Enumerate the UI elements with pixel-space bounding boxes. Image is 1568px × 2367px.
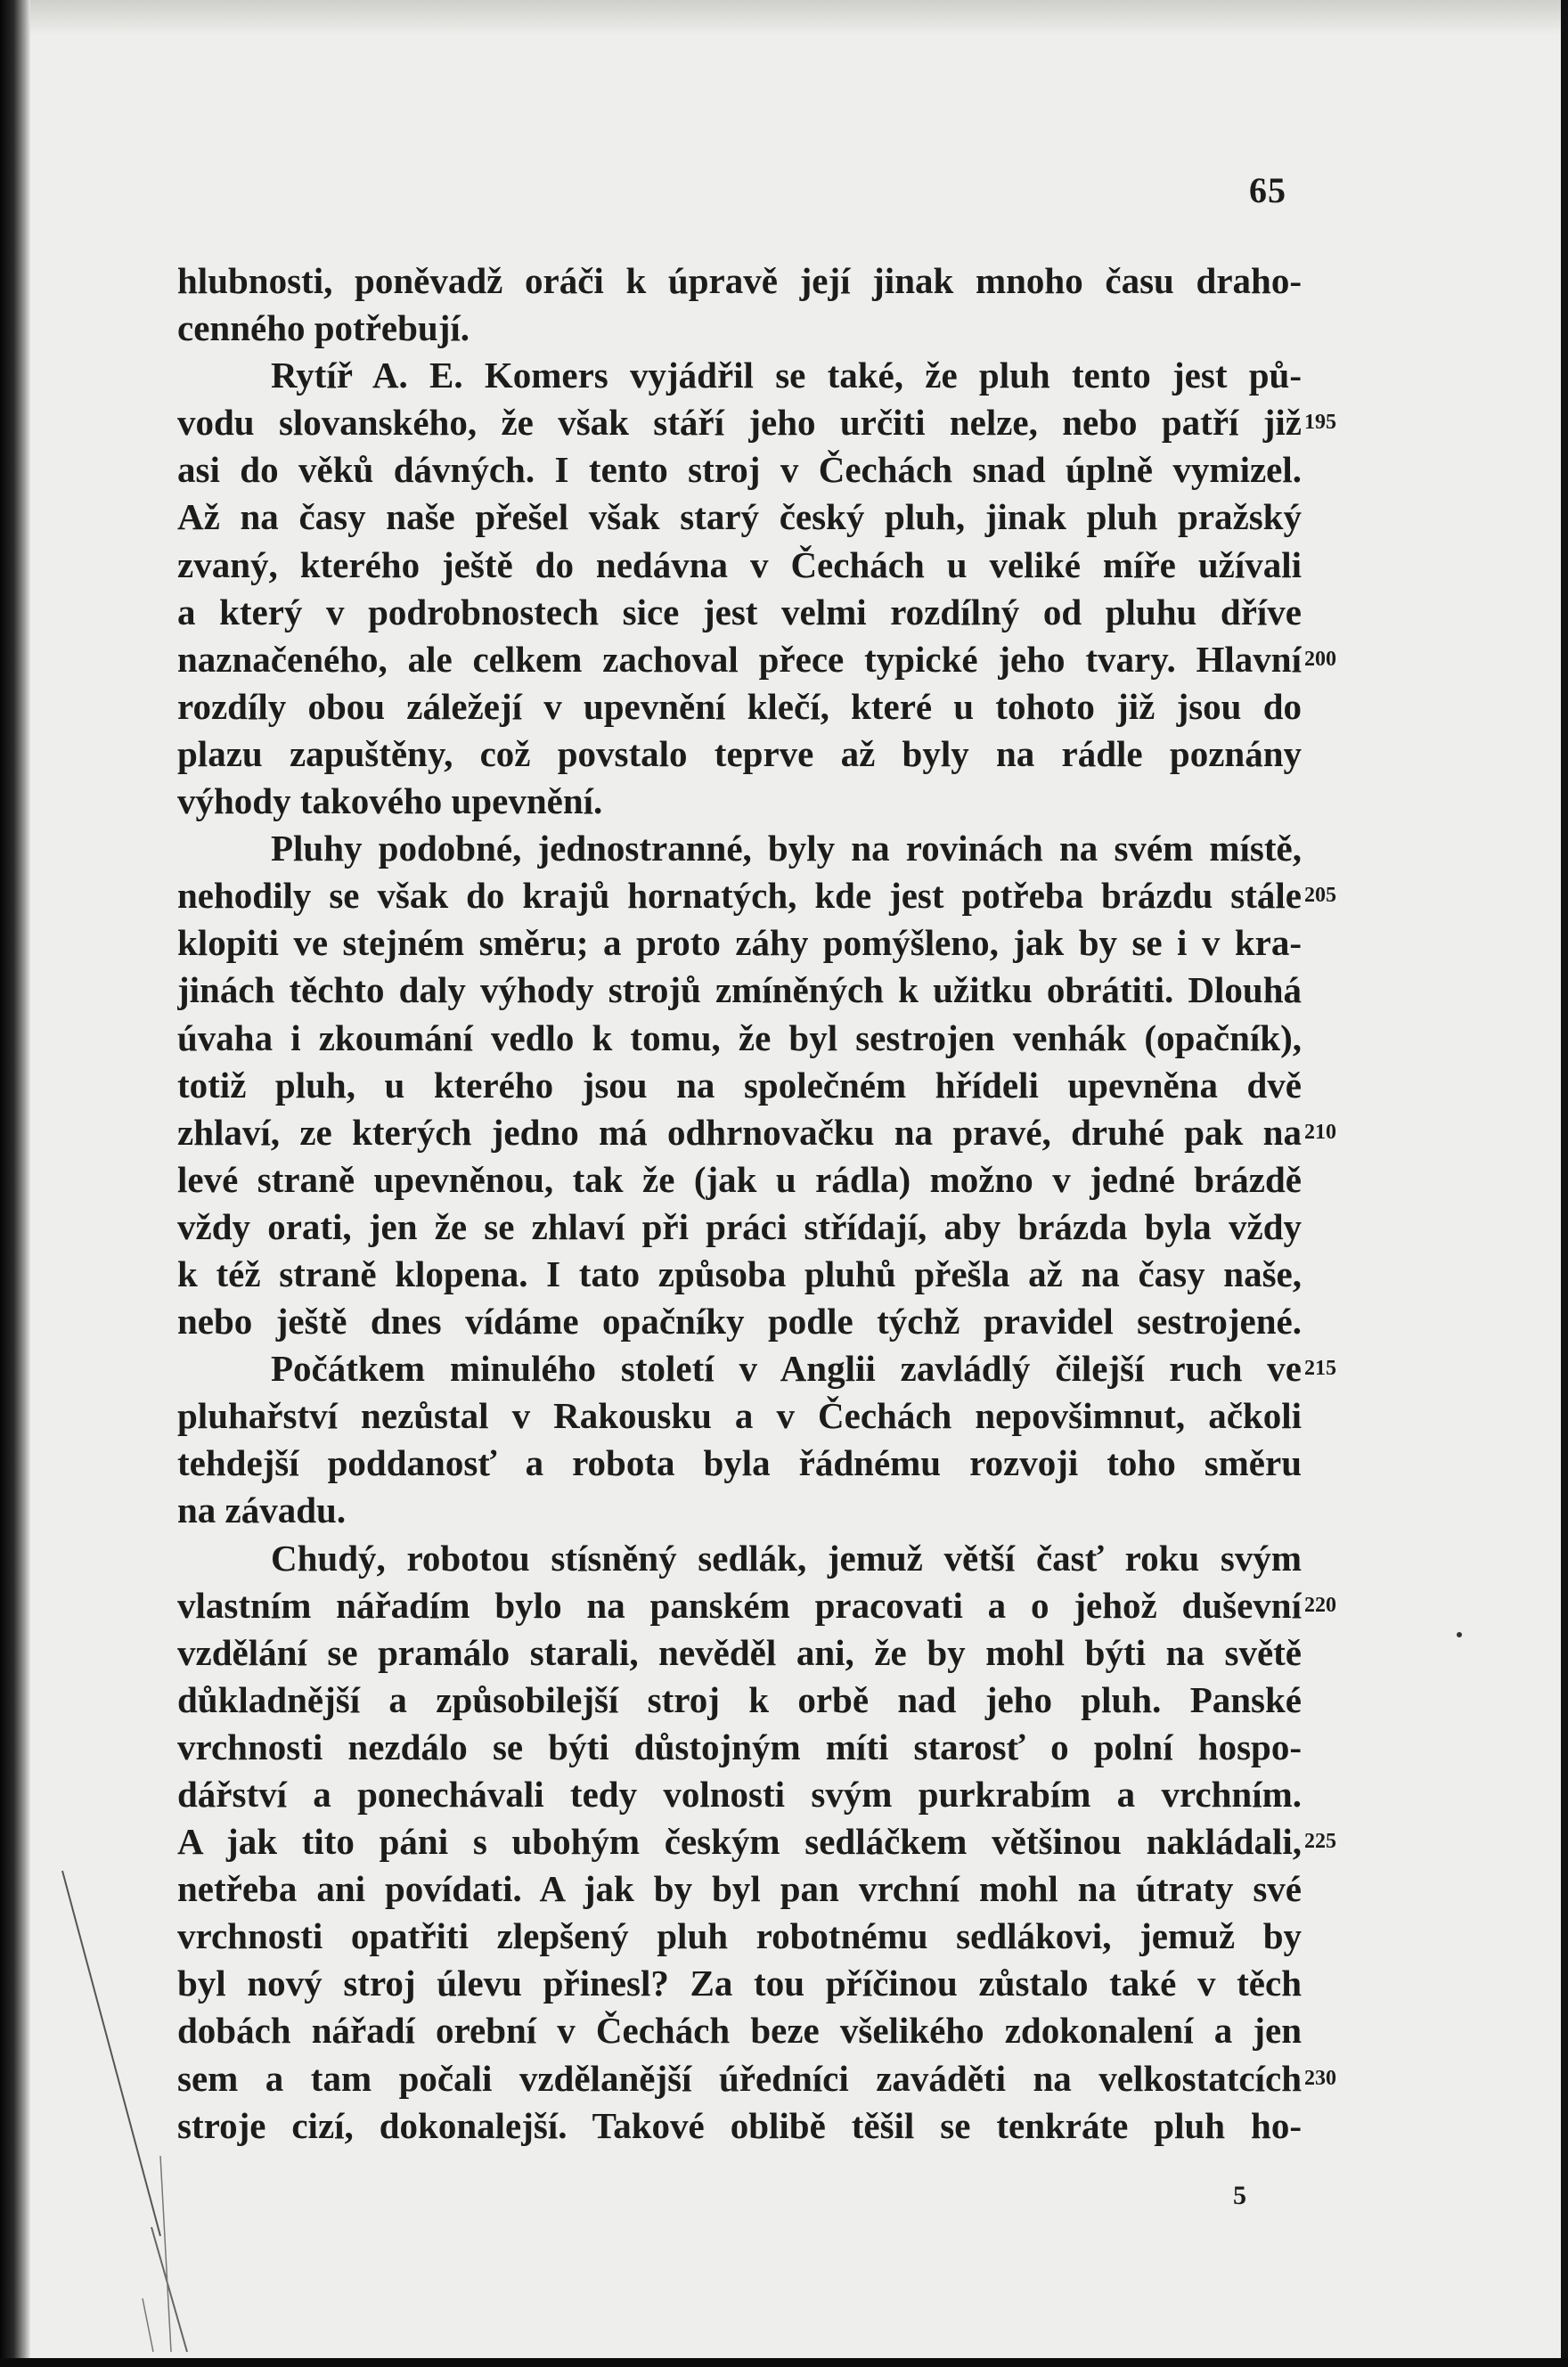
- text-line: [177, 1015, 1302, 1062]
- scan-speck: [1457, 1632, 1462, 1637]
- text-line: [177, 1345, 1336, 1392]
- line-number-margin: 215: [1304, 1357, 1336, 1381]
- text-line: [177, 1062, 1302, 1109]
- text-line: [177, 919, 1302, 967]
- text-line-content: Až na časy naše přešel však starý český pluh, jinak pluh pražský: [177, 496, 1302, 538]
- text-line-content: vždy orati, jen že se zhlaví při práci střídají, aby brázda byla vždy: [177, 1205, 1302, 1247]
- text-line: [177, 1724, 1302, 1771]
- text-line-content: a který v podrobnostech sice jest velmi rozdílný od pluhu dříve: [177, 591, 1302, 633]
- text-line: [177, 1865, 1302, 1913]
- text-line: [177, 636, 1336, 683]
- text-line-content: vzdělání se pramálo starali, nevěděl ani, že by mohl býti na světě: [177, 1631, 1302, 1673]
- text-line: [177, 1392, 1302, 1440]
- text-line: [177, 1818, 1336, 1865]
- line-number-margin: 200: [1304, 647, 1336, 671]
- text-line-content: A jak tito páni s ubohým českým sedláčkem většinou nakládali,: [177, 1821, 1302, 1863]
- scan-scratch-marks: [53, 1853, 214, 2352]
- text-line: [177, 1582, 1336, 1629]
- line-number-margin: 210: [1304, 1120, 1336, 1144]
- text-line: [177, 494, 1302, 541]
- text-line: [177, 1960, 1302, 2007]
- text-line-content: vlastním nářadím bylo na panském pracovati a o jehož duševní: [177, 1584, 1302, 1626]
- line-number-margin: 220: [1304, 1593, 1336, 1617]
- text-line: [177, 1487, 1302, 1534]
- text-line: [177, 1109, 1336, 1156]
- text-line: [177, 825, 1302, 872]
- text-line: [177, 305, 1302, 352]
- line-number-margin: 230: [1304, 2066, 1336, 2090]
- text-line: [177, 1156, 1302, 1204]
- line-number-margin: 205: [1304, 884, 1336, 908]
- text-line: [177, 2055, 1336, 2102]
- text-line-content: zhlaví, ze kterých jedno má odhrnovačku na pravé, druhé pak na: [177, 1111, 1302, 1153]
- scan-left-edge: [0, 0, 30, 2367]
- text-line-content: levé straně upevněnou, tak že (jak u rádla) možno v jedné brázdě: [177, 1158, 1302, 1200]
- text-line-content: naznačeného, ale celkem zachoval přece typické jeho tvary. Hlavní: [177, 638, 1302, 680]
- text-line-content: rozdíly obou záležejí v upevnění klečí, které u tohoto již jsou do: [177, 685, 1302, 727]
- text-line-content: jinách těchto daly výhody strojů zmíněných k užitku obrátiti. Dlouhá: [177, 969, 1302, 1011]
- text-line-content: cenného potřebují.: [177, 307, 470, 349]
- text-line: [177, 589, 1302, 636]
- text-line-content: asi do věků dávných. I tento stroj v Čechách snad úplně vymizel.: [177, 449, 1302, 491]
- scan-top-shadow: [30, 0, 1561, 36]
- text-line-content: sem a tam počali vzdělanější úředníci zaváděti na velkostatcích: [177, 2057, 1302, 2099]
- text-line: [177, 1771, 1302, 1818]
- text-line: [177, 778, 1302, 825]
- page-number: 65: [1249, 170, 1286, 210]
- text-line: [177, 1629, 1302, 1677]
- text-line-content: na závadu.: [177, 1490, 347, 1531]
- line-number-margin: 195: [1304, 411, 1336, 435]
- text-line-content: zvaný, kterého ještě do nedávna v Čechách u veliké míře užívali: [177, 543, 1302, 585]
- text-line: [177, 1298, 1302, 1345]
- text-line-content: klopiti ve stejném směru; a proto záhy pomýšleno, jak by se i v kra-: [177, 922, 1302, 964]
- text-line: [177, 872, 1336, 919]
- text-line-content: vrchnosti nezdálo se býti důstojným míti starosť o polní hospo-: [177, 1726, 1302, 1767]
- text-line: [177, 1251, 1302, 1298]
- text-line-content: plazu zapuštěny, což povstalo teprve až byly na rádle poznány: [177, 732, 1302, 774]
- text-line-content: byl nový stroj úlevu přinesl? Za tou příčinou zůstalo také v těch: [177, 1963, 1302, 2004]
- text-line-content: dobách nářadí orební v Čechách beze všelikého zdokonalení a jen: [177, 2010, 1302, 2052]
- text-line-content: netřeba ani povídati. A jak by byl pan vrchní mohl na útraty své: [177, 1868, 1302, 1910]
- text-line-content: totiž pluh, u kterého jsou na společném hřídeli upevněna dvě: [177, 1064, 1302, 1106]
- text-line: [177, 1535, 1302, 1582]
- text-line-content: nebo ještě dnes vídáme opačníky podle týchž pravidel sestrojené.: [177, 1301, 1302, 1343]
- text-line-content: hlubnosti, poněvadž oráči k úpravě její jinak mnoho času draho-: [177, 260, 1302, 301]
- text-line-content: Počátkem minulého století v Anglii zavládlý čilejší ruch ve: [271, 1348, 1302, 1390]
- text-line-content: Rytíř A. E. Komers vyjádřil se také, že pluh tento jest pů-: [271, 355, 1302, 396]
- signature-mark: 5: [1233, 2181, 1246, 2210]
- text-line: [177, 446, 1302, 494]
- text-line-content: tehdejší poddanosť a robota byla řádnému rozvoji toho směru: [177, 1442, 1302, 1484]
- text-line: [177, 1913, 1302, 1960]
- scan-right-edge: [1561, 0, 1568, 2367]
- text-line: [177, 542, 1302, 589]
- text-line: [177, 2007, 1302, 2054]
- text-line: [177, 2102, 1302, 2150]
- text-line: [177, 731, 1302, 778]
- text-line-content: vodu slovanského, že však stáří jeho určiti nelze, nebo patří již: [177, 402, 1302, 444]
- text-line-content: dářství a ponechávali tedy volnosti svým purkrabím a vrchním.: [177, 1774, 1302, 1815]
- text-line: [177, 352, 1302, 399]
- text-line-content: nehodily se však do krajů hornatých, kde jest potřeba brázdu stále: [177, 875, 1302, 917]
- text-line: [177, 1677, 1302, 1724]
- text-line-content: důkladnější a způsobilejší stroj k orbě nad jeho pluh. Panské: [177, 1678, 1302, 1720]
- text-line-content: výhody takového upevnění.: [177, 780, 603, 822]
- text-line-content: k též straně klopena. I tato způsoba pluhů přešla až na časy naše,: [177, 1253, 1302, 1294]
- text-line: [177, 1204, 1302, 1251]
- text-line-content: úvaha i zkoumání vedlo k tomu, že byl sestrojen venhák (opačník),: [177, 1016, 1302, 1058]
- line-number-margin: 225: [1304, 1830, 1336, 1854]
- text-line-content: pluhařství nezůstal v Rakousku a v Čechách nepovšimnut, ačkoli: [177, 1395, 1302, 1437]
- text-line: [177, 967, 1302, 1014]
- text-line-content: Pluhy podobné, jednostranné, byly na rovinách na svém místě,: [271, 828, 1302, 869]
- text-line: [177, 257, 1302, 305]
- text-line: [177, 399, 1336, 446]
- text-line-content: stroje cizí, dokonalejší. Takové oblibě těšil se tenkráte pluh ho-: [177, 2104, 1302, 2146]
- text-line-content: Chudý, robotou stísněný sedlák, jemuž větší časť roku svým: [271, 1537, 1302, 1579]
- text-line: [177, 1440, 1302, 1487]
- scan-bottom-edge: [0, 2358, 1568, 2367]
- text-line: [177, 683, 1302, 731]
- text-line-content: vrchnosti opatřiti zlepšený pluh robotnému sedlákovi, jemuž by: [177, 1915, 1302, 1957]
- body-text: [177, 257, 1336, 2150]
